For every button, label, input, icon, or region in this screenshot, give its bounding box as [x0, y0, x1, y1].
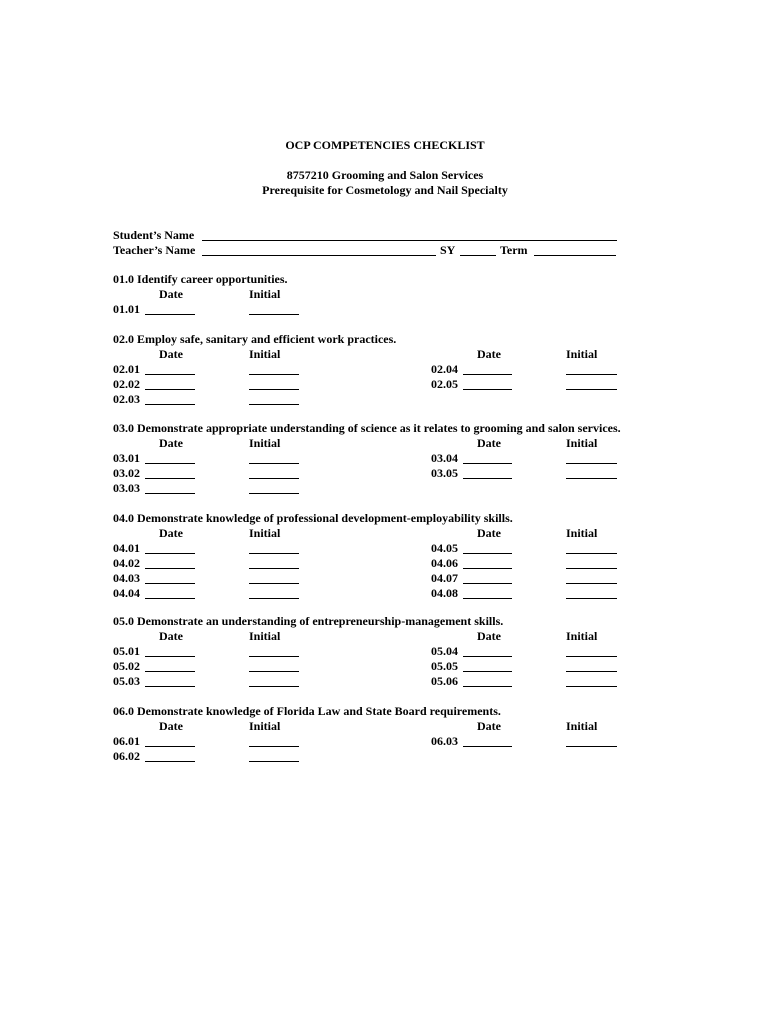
date-column-header: Date: [477, 436, 501, 450]
section-heading: 03.0 Demonstrate appropriate understanding of science as it relates to grooming and salon services.: [113, 421, 621, 435]
date-field[interactable]: [463, 553, 512, 554]
date-field[interactable]: [463, 568, 512, 569]
initial-field[interactable]: [249, 389, 299, 390]
date-field[interactable]: [145, 493, 195, 494]
competency-code: 03.04: [431, 451, 458, 465]
competency-code: 05.04: [431, 644, 458, 658]
competency-code: 01.01: [113, 302, 140, 316]
date-column-header: Date: [159, 436, 183, 450]
initial-field[interactable]: [249, 746, 299, 747]
sy-field[interactable]: [460, 255, 496, 256]
competency-code: 04.08: [431, 586, 458, 600]
initial-field[interactable]: [249, 493, 299, 494]
date-column-header: Date: [477, 347, 501, 361]
competency-code: 03.05: [431, 466, 458, 480]
page-title: OCP COMPETENCIES CHECKLIST: [285, 138, 485, 152]
initial-column-header: Initial: [566, 526, 598, 540]
date-field[interactable]: [145, 761, 195, 762]
competency-code: 02.05: [431, 377, 458, 391]
competency-code: 04.04: [113, 586, 140, 600]
date-column-header: Date: [159, 347, 183, 361]
date-field[interactable]: [463, 598, 512, 599]
date-field[interactable]: [463, 374, 512, 375]
date-column-header: Date: [159, 719, 183, 733]
date-field[interactable]: [145, 568, 195, 569]
initial-field[interactable]: [249, 463, 299, 464]
initial-field[interactable]: [249, 686, 299, 687]
course-title: 8757210 Grooming and Salon Services: [286, 168, 484, 182]
competency-code: 04.02: [113, 556, 140, 570]
competency-code: 03.02: [113, 466, 140, 480]
initial-field[interactable]: [249, 404, 299, 405]
date-field[interactable]: [145, 478, 195, 479]
date-column-header: Date: [477, 526, 501, 540]
date-field[interactable]: [145, 314, 195, 315]
initial-column-header: Initial: [249, 436, 281, 450]
competency-code: 02.01: [113, 362, 140, 376]
date-column-header: Date: [159, 629, 183, 643]
date-field[interactable]: [145, 656, 195, 657]
competency-code: 06.02: [113, 749, 140, 763]
initial-column-header: Initial: [249, 287, 281, 301]
initial-column-header: Initial: [249, 629, 281, 643]
initial-field[interactable]: [249, 374, 299, 375]
initial-field[interactable]: [566, 463, 617, 464]
date-field[interactable]: [145, 686, 195, 687]
initial-field[interactable]: [566, 656, 617, 657]
initial-column-header: Initial: [249, 526, 281, 540]
initial-column-header: Initial: [566, 629, 598, 643]
date-column-header: Date: [477, 719, 501, 733]
date-field[interactable]: [145, 553, 195, 554]
competency-code: 03.01: [113, 451, 140, 465]
date-field[interactable]: [463, 478, 512, 479]
competency-code: 06.03: [431, 734, 458, 748]
initial-field[interactable]: [249, 478, 299, 479]
competency-code: 04.05: [431, 541, 458, 555]
sy-label: SY: [440, 243, 456, 257]
initial-field[interactable]: [249, 568, 299, 569]
date-field[interactable]: [145, 404, 195, 405]
competency-code: 06.01: [113, 734, 140, 748]
term-label: Term: [500, 243, 528, 257]
initial-field[interactable]: [566, 389, 617, 390]
date-column-header: Date: [477, 629, 501, 643]
initial-field[interactable]: [566, 553, 617, 554]
initial-field[interactable]: [249, 671, 299, 672]
date-field[interactable]: [145, 671, 195, 672]
date-field[interactable]: [463, 463, 512, 464]
student-name-label: Student’s Name: [113, 228, 195, 242]
competency-code: 03.03: [113, 481, 140, 495]
initial-column-header: Initial: [566, 719, 598, 733]
competency-code: 05.02: [113, 659, 140, 673]
competency-code: 05.03: [113, 674, 140, 688]
student-name-field[interactable]: [202, 240, 617, 241]
competency-code: 04.01: [113, 541, 140, 555]
initial-column-header: Initial: [249, 719, 281, 733]
section-heading: 01.0 Identify career opportunities.: [113, 272, 288, 286]
date-field[interactable]: [463, 389, 512, 390]
initial-field[interactable]: [249, 553, 299, 554]
date-field[interactable]: [463, 671, 512, 672]
date-column-header: Date: [159, 287, 183, 301]
date-field[interactable]: [145, 598, 195, 599]
initial-field[interactable]: [566, 686, 617, 687]
teacher-name-label: Teacher’s Name: [113, 243, 196, 257]
section-heading: 05.0 Demonstrate an understanding of entrepreneurship-management skills.: [113, 614, 504, 628]
competency-code: 04.07: [431, 571, 458, 585]
initial-field[interactable]: [249, 761, 299, 762]
date-field[interactable]: [145, 746, 195, 747]
term-field[interactable]: [534, 255, 616, 256]
date-field[interactable]: [463, 656, 512, 657]
initial-field[interactable]: [566, 568, 617, 569]
date-field[interactable]: [145, 583, 195, 584]
prerequisite-line: Prerequisite for Cosmetology and Nail Specialty: [262, 183, 508, 197]
date-field[interactable]: [463, 686, 512, 687]
competency-code: 04.06: [431, 556, 458, 570]
initial-column-header: Initial: [566, 347, 598, 361]
competency-code: 02.02: [113, 377, 140, 391]
teacher-name-field[interactable]: [202, 255, 436, 256]
date-field[interactable]: [463, 583, 512, 584]
competency-code: 05.06: [431, 674, 458, 688]
initial-field[interactable]: [566, 583, 617, 584]
initial-field[interactable]: [249, 583, 299, 584]
initial-field[interactable]: [566, 478, 617, 479]
date-field[interactable]: [145, 389, 195, 390]
competency-code: 05.05: [431, 659, 458, 673]
section-heading: 06.0 Demonstrate knowledge of Florida Law and State Board requirements.: [113, 704, 501, 718]
date-field[interactable]: [463, 746, 512, 747]
initial-field[interactable]: [566, 671, 617, 672]
competency-code: 04.03: [113, 571, 140, 585]
section-heading: 04.0 Demonstrate knowledge of professional development-employability skills.: [113, 511, 513, 525]
competency-code: 02.03: [113, 392, 140, 406]
section-heading: 02.0 Employ safe, sanitary and efficient work practices.: [113, 332, 397, 346]
initial-field[interactable]: [249, 598, 299, 599]
date-field[interactable]: [145, 463, 195, 464]
date-field[interactable]: [145, 374, 195, 375]
initial-field[interactable]: [249, 314, 299, 315]
competency-code: 05.01: [113, 644, 140, 658]
initial-field[interactable]: [249, 656, 299, 657]
initial-field[interactable]: [566, 746, 617, 747]
initial-field[interactable]: [566, 598, 617, 599]
date-column-header: Date: [159, 526, 183, 540]
competency-code: 02.04: [431, 362, 458, 376]
initial-column-header: Initial: [566, 436, 598, 450]
initial-field[interactable]: [566, 374, 617, 375]
initial-column-header: Initial: [249, 347, 281, 361]
